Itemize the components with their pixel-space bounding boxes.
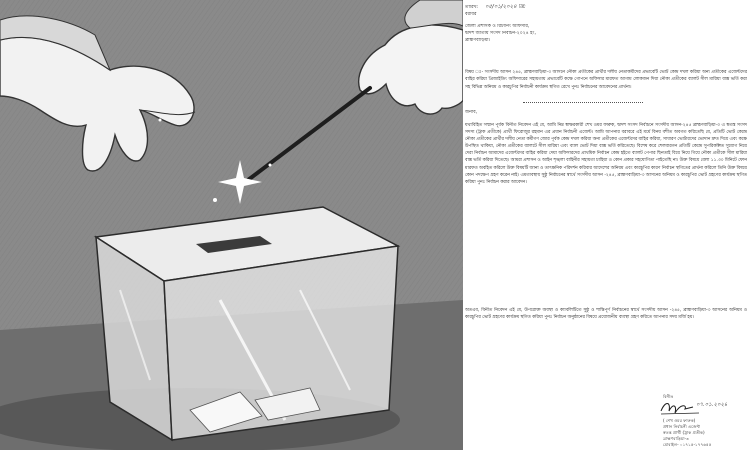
body-paragraph-1: যথাবিহিত সম্মান পূর্বক বিনীত নিবেদন এই যে, আমি নিম্ন স্বাক্ষরকারী শেখ ওমর ফারুক, দ্বাদশ সংসদ নির্বাচনে সংসদীয় আসন-২৪৫ ব্রাহ্মণবাড়িয়া-৩ এ স্বতন্ত্র সংসদ সদস্য (ট্রাক প্রতীকে) প্রার্থী ফিরোজুর রহমান এর প্রধান নির্বাচনী এজেন্ট। আমি আপনার বরাবরে এই মর্মে বিনয় বশীত অবগত করিতেছি যে, প্রতিটি ভোট কেন্দ্রে নৌকা প্রতীকের প্রার্থীর দলীয় নেতা কর্মীগণ জোর পূর্বক কেন্দ্র দখল করিয়া অন্য প্রতীকের এজেন্টদের বাহির করিয়া, সাধারণ ভোটারদের ভোদান দ্রুত দিয়ে এবং কক্ষে উপস্থিত থাকিয়া, নৌকা প্রতীকের ব্যালটে সীল মারিয়া এবং ব্যাল ভোট দিয়া বাক্স ভর্তি করিতেছে। বিশেষ করে শেলবারগন প্রতিটি কেন্দ্রে সুপরিকল্পিত সুযোগ নিয়ে দেরা নির্বাচন আমাদের এজেন্টদের বাহির করিয়া দেয়া অফিসারদের প্রাথমিক নির্বাচন কেন্দ্র হইতে ব্যালট পেপার ছিনতাই বিয়ে নিয়ে গিয়ে নৌকা প্রতীকে সীল মারিয়া বাক্স ভর্তি করিয়া দিতেছে। আমরা প্রশাসন ও আইন শৃঙ্খলা বাহিনীর সহায়তা চাহিয়া ও কোন প্রকার সহযোগিতা পাইতেছি না। উক্ত বিষয়ে বেলা ১১.৩০ মিনিটে ফোন মারফত অবহিত করিলে উক্ত বিষয়টি জানা ও তাৎক্ষনিক পরিদর্শন করিবার আদেশের অনিয়ম এবং কারচুপির কারণ নির্বাচন স্থগিতের প্রার্থনা করিলে তিনি উক্ত বিষয়ে কোন পদক্ষেপ গ্রহণ করেন নাই। এমতাবস্থায় সুষ্ঠু নির্বাচনের স্বার্থে সংসদীয় আসন -২৪৫, ব্রাহ্মণবাড়িয়া-৩ আসনের অনিয়ম ও কারচুপির ভোট গ্রহণের কার্যক্রম স্থগিত করিয়া পুনঃ নির্বাচন করার আবেদন। [465, 123, 747, 185]
salutation: জনাব, [465, 110, 478, 115]
subject-divider [523, 102, 643, 103]
addressee-line-1: জেলা প্রশাসক ও রিটার্নিং অফিসার, [465, 24, 530, 29]
signature-candidate: স্বতন্ত্র প্রার্থী (ট্রাক প্রতীক) [663, 430, 705, 435]
signature-heading: বিনীত [663, 394, 674, 399]
signature-name: ( শেখ ওমর ফারুক) [663, 418, 696, 423]
subject-line: বিষয় ঃ- সংসদীয় আসন ২৪৫, ব্রাহ্মণবাড়িয়া-৩ আসনে নৌকা প্রতীকের প্রার্থীর দলীয় নেতাকর্মীদের প্রভাবেটি ভোট কেন্দ্র দখল করিয়া অন্য প্রতীকের এজেন্টদের বাহির করিয়া প্রিজাইডিং অফিসারের সহায়তায় প্রভাবেটি কক্ষে গোপনে অফিসার মারফত আগাম লোকজন দিয়া নৌকা প্রতীকের ব্যালট সীল মারিয়া বাক্স ভর্তি করা সহ বিভিন্ন অনিয়ম ও কারচুপির নির্বাচনী কার্যক্রম স্থগিত রেখে পুনঃ নির্বাচনের আবেদনের প্রার্থনা। [465, 70, 747, 90]
signature-phone: মোবাইল- ০১৭১৫-১৭৭৬৫৫ [663, 442, 712, 447]
signature-area: ব্রাহ্মণবাড়িয়া-৩ [663, 436, 689, 441]
to-line: বরাবর [465, 12, 477, 17]
addressee-line-3: ব্রাহ্মণবাড়িয়া। [465, 38, 491, 43]
signature-role: প্রধান নির্বাচনী এজেন্ট [663, 424, 700, 429]
date-value: ০৫/০১/২০২৪ খ্রি: [485, 4, 526, 10]
complaint-letter [463, 0, 750, 450]
signature-scrawl-date: ০৭.০১.২০২৪ [696, 402, 728, 408]
body-paragraph-2: অতএব, বিনীত নিবেদন এই যে, উপরোক্ত অবস্থা ও ক্যাবলিটিতে সুষ্ঠু ও শান্তিপূর্ণ নির্বাচনের স্বার্থে সংসদীয় আসন -২৪৫, ব্রাহ্মণবাড়িয়া-৩ আসনের অনিয়ম ও কারচুপির ভোট গ্রহণের কার্যক্রম স্থগিত করিয়া পুনঃ নির্বাচন অনুষ্ঠানের বিষয়ে প্রয়োজনীয় ব্যবস্থা গ্রহণ করিতে আপনার সদয় মর্জি হয়। [465, 308, 747, 321]
addressee-line-2: দ্বাদশ জাতীয় সংসদ নির্বাচন-২০২৪ ইং, [465, 31, 536, 36]
date-label: তারিখ: [465, 5, 479, 10]
